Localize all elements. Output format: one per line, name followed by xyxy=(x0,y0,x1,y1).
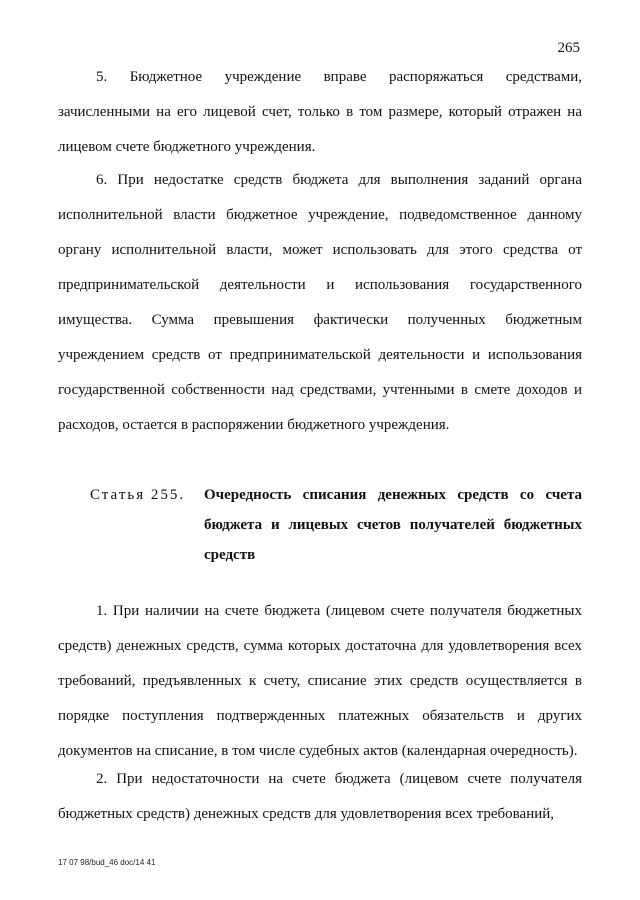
article-label: Статья 255. xyxy=(90,487,186,503)
footer-file-reference: 17 07 98/bud_46 doc/14 41 xyxy=(58,858,156,867)
page-number: 265 xyxy=(557,40,580,56)
paragraph-6: 6. При недостатке средств бюджета для выполнения заданий органа исполнительной власти бюджетное учреждение, подведомственное данному органу исполнительной власти, может использовать для этого средства от предпринимательской деятельности и использования государственного имущества. Сумма превышения фактически полученных бюджетным учреждением средств от предпринимательской деятельности и использования государственной собственности над средствами, учтенными в смете доходов и расходов, остается в распоряжении бюджетного учреждения. xyxy=(58,172,582,433)
article-paragraph-1: 1. При наличии на счете бюджета (лицевом счете получателя бюджетных средств) денежных средств, сумма которых достаточна для удовлетворения всех требований, предъявленных к счету, списание этих средств осуществляется в порядке поступления подтвержденных платежных обязательств и других документов на списание, в том числе судебных актов (календарная очередность). xyxy=(58,603,582,759)
paragraph-5: 5. Бюджетное учреждение вправе распоряжаться средствами, зачисленными на его лицевой счет, только в том размере, который отражен на лицевом счете бюджетного учреждения. xyxy=(58,69,582,155)
article-title: Очередность списания денежных средств со счета бюджета и лицевых счетов получателей бюджетных средств xyxy=(204,487,582,563)
article-paragraph-2: 2. При недостаточности на счете бюджета (лицевом счете получателя бюджетных средств) денежных средств для удовлетворения всех требований, xyxy=(58,771,582,822)
